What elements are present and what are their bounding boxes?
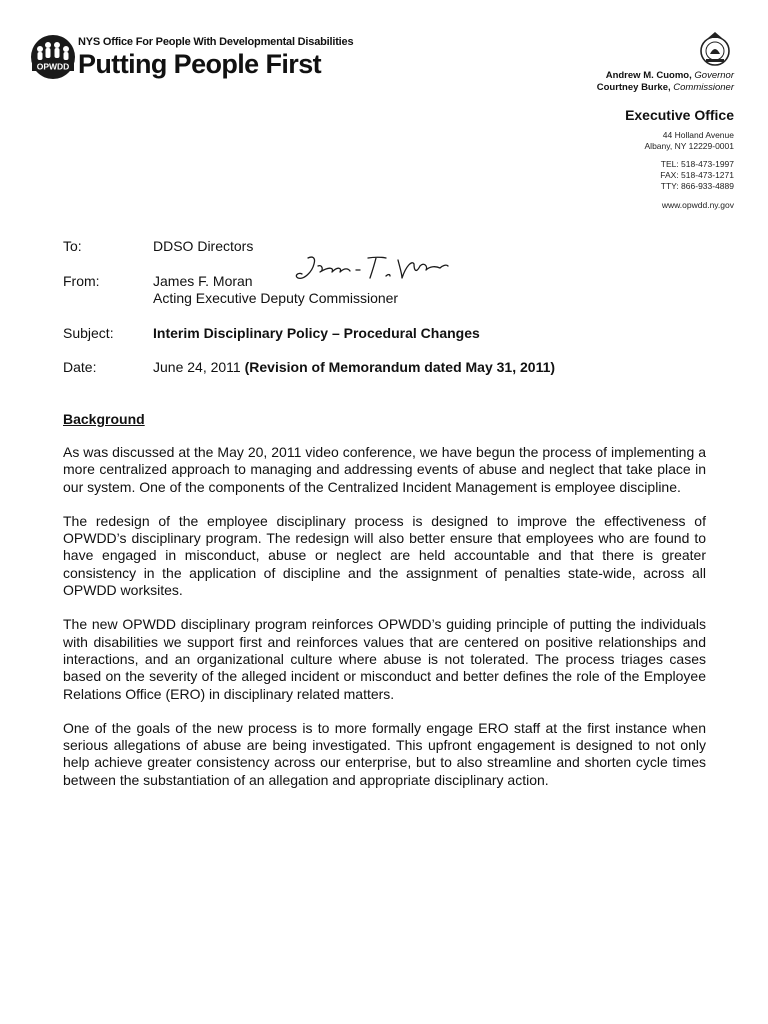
- opwdd-logo-icon: [30, 34, 76, 80]
- body-paragraph: One of the goals of the new process is to more formally engage ERO staff at the first instance when serious allegations of abuse are being investigated. This upfront engagement is designed to not only help achieve greater consistency across our enterprise, but to also streamline and shorten cycle times between the substantiation of an allegation and appropriate disciplinary action.: [63, 719, 706, 788]
- subject-label: Subject:: [63, 325, 114, 341]
- to-label: To:: [63, 238, 82, 254]
- website-link[interactable]: www.opwdd.ny.gov: [661, 200, 734, 210]
- office-title: Executive Office: [625, 107, 734, 123]
- official-name: Courtney Burke,: [596, 82, 671, 93]
- agency-tagline: Putting People First: [78, 49, 322, 79]
- from-name: James F. Moran: [153, 273, 253, 289]
- contact-tel: TEL: 518-473-1997: [660, 159, 734, 169]
- subject-value: Interim Disciplinary Policy – Procedural Changes: [153, 325, 480, 341]
- official-title: Governor: [694, 70, 734, 81]
- letterhead-logo-block: [30, 34, 360, 82]
- contact-fax: FAX: 518-473-1271: [660, 170, 734, 180]
- officials-block: [474, 70, 734, 94]
- memo-body: [63, 444, 706, 806]
- body-paragraph: As was discussed at the May 20, 2011 video conference, we have begun the process of implementing a more centralized approach to managing and addressing events of abuse and neglect that take place in our system. One of the components of the Centralized Incident Management is employee discipline.: [63, 444, 706, 495]
- logo-text: OPWDD: [36, 61, 70, 72]
- date-value-group: [153, 359, 555, 376]
- date-label: Date:: [63, 359, 97, 375]
- date-value: June 24, 2011: [153, 359, 241, 375]
- to-value: DDSO Directors: [153, 238, 254, 254]
- address-line: Albany, NY 12229-0001: [644, 141, 734, 151]
- official-governor: [474, 70, 734, 82]
- body-paragraph: The new OPWDD disciplinary program reinforces OPWDD’s guiding principle of putting the individuals with disabilities we support first and reinforces values that are centered on positive relationships and interactions, and an organizational culture where abuse is not tolerated. The process triages cases based on the severity of the alleged incident or misconduct and better defines the role of the Employee Relations Office (ERO) in disciplinary related matters.: [63, 616, 706, 702]
- date-revision-note: (Revision of Memorandum dated May 31, 2011): [244, 359, 556, 375]
- from-title: Acting Executive Deputy Commissioner: [153, 290, 399, 306]
- section-heading-background: Background: [63, 411, 145, 427]
- agency-name: NYS Office For People With Developmental Disabilities: [78, 36, 354, 48]
- contact-tty: TTY: 866-933-4889: [660, 181, 734, 191]
- state-seal-icon: [696, 30, 734, 68]
- body-paragraph: The redesign of the employee disciplinary process is designed to improve the effectiveness of OPWDD’s disciplinary program. The redesign will also better ensure that employees who are found to have engaged in misconduct, abuse or neglect are held accountable and that there is greater consistency in the application of discipline and the assignment of penalties state-wide, across all OPWDD worksites.: [63, 512, 706, 599]
- official-name: Andrew M. Cuomo,: [605, 70, 692, 81]
- official-title: Commissioner: [673, 82, 734, 93]
- official-commissioner: [474, 82, 734, 94]
- handwritten-signature: [290, 252, 450, 286]
- office-address-block: [474, 106, 734, 211]
- address-line: 44 Holland Avenue: [662, 130, 734, 140]
- from-label: From:: [63, 273, 100, 289]
